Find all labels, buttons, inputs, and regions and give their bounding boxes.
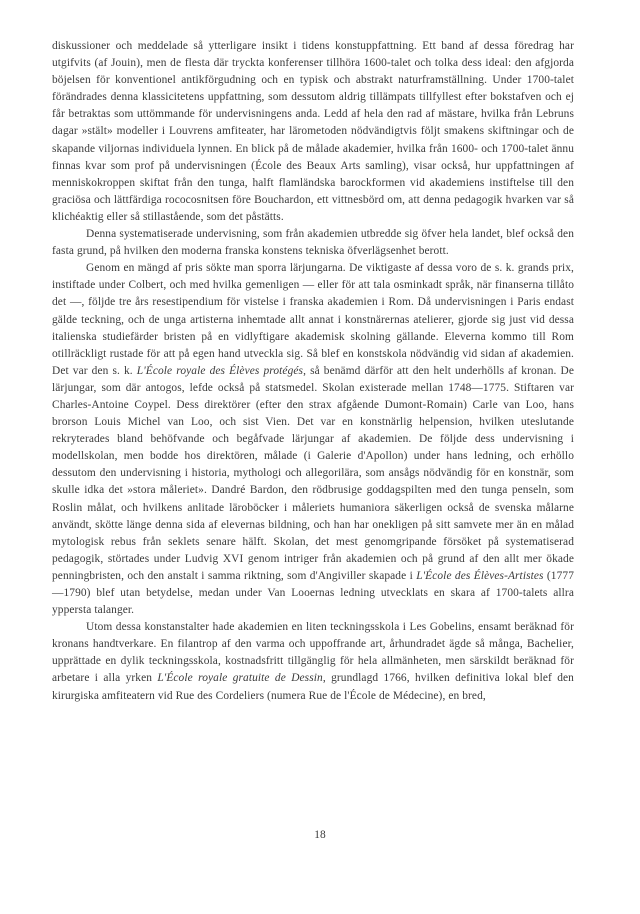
paragraph xyxy=(52,260,574,619)
page-number: 18 xyxy=(314,829,326,841)
paragraph xyxy=(52,226,574,260)
body-text xyxy=(52,38,574,705)
italic-title: L'École royale des Élèves protégés xyxy=(136,364,304,377)
text-run: (1777—1790) blef utan betydelse, medan under Van Looernas ledning utvecklats en skara af 1700-talets allra yppersta talanger. xyxy=(52,569,574,617)
text-run: , grundlagd 1766, hvilken definitiva lokal blef den kirurgiska amfiteatern vid Rue des Cordeliers (numera Rue de l'École de Médecine), en bred, xyxy=(52,672,574,702)
text-run: Utom dessa konstanstalter hade akademien en liten teckningsskola i Les Gobelins, ensamt beräknad för kronans handtverkare. En filantrop af den varma och uppoffrande art, århundradet ägde så många, Bachelier, upprättade en dylik teckningsskola, kostnadsfritt tillgänglig för hela allmänheten, men särskildt beräknad för arbetare i alla yrken xyxy=(52,621,574,685)
text-run: diskussioner och meddelade så ytterligare insikt i tidens konstuppfattning. Ett band af dessa föredrag har utgifvits (af Jouin), men de flesta där tryckta konferenser tillhöra 1600-talet och tolka dess ideal: den afgjorda böjelsen för konventionel antikförgudning och en typisk och abstrakt naturframställning. Under 1700-talet förändrades denna klassicitetens uppfattning, som dessutom aldrig tillämpats tillfyllest efter bokstafven och ej får betraktas som uttömmande för undervisningens anda. Ledd af hela den rad af mästare, hvilka från Lebruns dagar »stält» modeller i Louvrens amfiteater, har lärometoden nödvändigtvis följt smakens skiftningar och de skapande viljornas individuela lynnen. En blick på de målade akademier, hvilka från 1600- och 1700-talet ännu finnas kvar som prof på undervisningen (École des Beaux Arts samling), visar också, hur uppfattningen af menniskokroppen skiftat från den tunga, halft flamländska barockformen vid akademiens instiftelse till den graciösa och lättfärdiga rococosnitsen före Bouchardon, ett vittnesbörd om, att denna pedagogik hvarken var så klichéaktig eller så stillastående, som det påstätts. xyxy=(52,40,574,223)
italic-title: L'École royale gratuite de Dessin xyxy=(157,672,323,685)
italic-title: L'École des Élèves-Artistes xyxy=(416,569,544,582)
paragraph xyxy=(52,38,574,226)
text-run: Denna systematiserade undervisning, som från akademien utbredde sig öfver hela landet, blef också den fasta grund, på hvilken den moderna franska konstens tekniska öfverlägsenhet berott. xyxy=(52,228,574,258)
text-run: , så benämd därför att den helt underhölls af kronan. De lärjungar, som där antogos, lefde också på statsmedel. Skolan existerade mellan 1748—1775. Stiftaren var Charles-Antoine Coypel. Dess direktörer (efter den strax afgående Dumont-Romain) Carle van Loo, hans brorson Louis Michel van Loo, och sist Vien. Det var en konstnärlig helpension, hvilken uteslutande rekryterades bland behöfvande och begåfvade lärjungar af akademien. De följde dess undervisning i modellskolan, men bodde hos direktören, målade (i Galerie d'Apollon) under hans ledning, och erhöllo dessutom den undervisning i historia, mythologi och allegorilära, som ansågs nödvändig för en konstnär, som skulle idka det »stora måleriet». Dandré Bardon, den rödbrusige goddagspilten med den tunga penseln, som Roslin målat, och hvilkens anlitade läroböcker i måleriets humaniora säkerligen också de svenska målarne användt, skötte länge denna sida af elevernas bildning, och han har onekligen på sitt samvete mer än en målad mytologisk rebus från seklets senare hälft. Skolan, det mest genomgripande försöket på systematiserad pedagogik, störtades under Ludvig XVI genom intriger från akademien och på grund af den allt mer ökade penningbristen, och den anstalt i samma riktning, som d'Angiviller skapade i xyxy=(52,364,574,582)
paragraph xyxy=(52,619,574,704)
text-run: Genom en mängd af pris sökte man sporra lärjungarna. De viktigaste af dessa voro de s. k. grands prix, instiftade under Colbert, och med hvilka gemenligen — eller för att tala osminkadt språk, när finanserna tillåto det —, följde tre års resestipendium för vistelse i franska akademien i Rom. Då undervisningen i Paris endast gälde teckning, och de unga artisterna inhemtade allt annat i konstnärernas atelierer, gjorde sig just vid dessa italienska studiefärder bristen på en vidlyftigare akademisk skolning gällande. Eleverna kommo till Rom otillräckligt rustade för att på egen hand utveckla sig. Så blef en konstskola nödvändig vid sidan af akademien. Det var den s. k. xyxy=(52,262,574,377)
